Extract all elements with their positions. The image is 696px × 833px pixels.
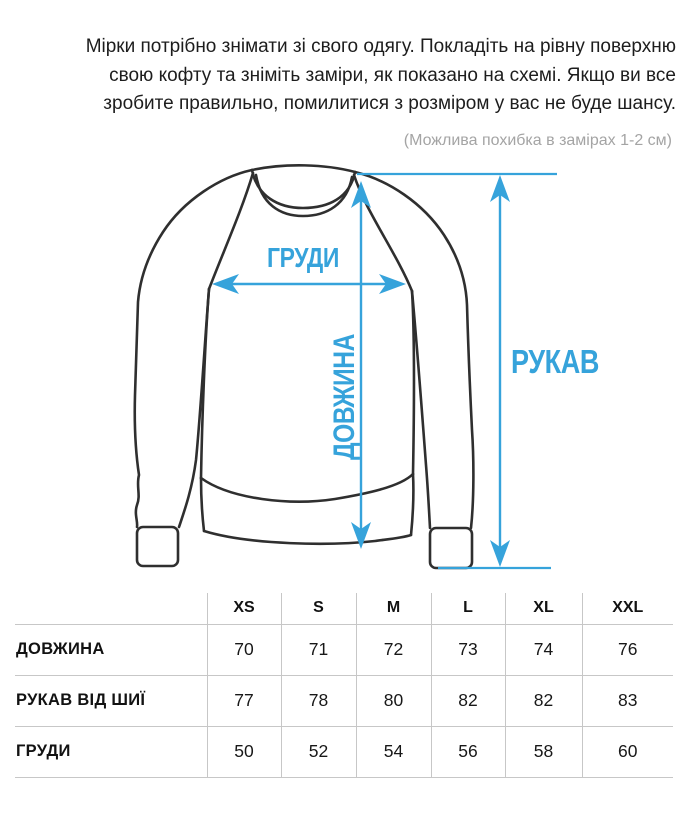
intro-line-2: свою кофту та зніміть заміри, як показано на схемі. Якщо ви все: [109, 64, 676, 86]
row-label-length: ДОВЖИНА: [15, 624, 207, 675]
length-label: ДОВЖИНА: [326, 333, 361, 460]
row-label-chest: ГРУДИ: [15, 726, 207, 777]
value-cell: 78: [281, 675, 356, 726]
intro-line-3: зробите правильно, помилитися з розміром у вас не буде шансу.: [103, 93, 676, 114]
collar-inner-arc: [256, 175, 352, 216]
table-row-chest: [15, 726, 673, 777]
sleeve-label: РУКАВ: [511, 344, 600, 381]
value-cell: 52: [281, 726, 356, 777]
hem-right-edge: [411, 474, 413, 535]
value-cell: 54: [356, 726, 431, 777]
value-cell: 56: [431, 726, 505, 777]
hem-bottom-edge: [204, 531, 411, 544]
left-sleeve-inner: [179, 289, 209, 527]
column-header-l: L: [431, 593, 505, 625]
column-header-xxl: XXL: [582, 593, 673, 625]
body-right-side: [412, 291, 414, 474]
column-header-s: S: [281, 593, 356, 625]
size-table-header-row: [15, 593, 673, 625]
value-cell: 58: [505, 726, 582, 777]
column-header-xs: XS: [207, 593, 281, 625]
sweater-diagram-svg: [0, 150, 696, 593]
left-cuff: [137, 527, 178, 566]
value-cell: 82: [431, 675, 505, 726]
size-table: [15, 593, 673, 778]
row-label-sleeve-from-neck: РУКАВ ВІД ШИЇ: [15, 675, 207, 726]
value-cell: 50: [207, 726, 281, 777]
value-cell: 74: [505, 624, 582, 675]
column-header-m: M: [356, 593, 431, 625]
hem-top-edge: [201, 474, 413, 502]
right-cuff: [430, 528, 472, 568]
measurement-annotations: [212, 174, 599, 568]
measurement-tolerance-note: (Можлива похибка в замірах 1-2 см): [403, 131, 672, 149]
value-cell: 73: [431, 624, 505, 675]
value-cell: 82: [505, 675, 582, 726]
left-raglan-seam: [209, 173, 253, 289]
hem-left-edge: [201, 478, 204, 531]
table-row-sleeve-from-neck: [15, 675, 673, 726]
chest-label: ГРУДИ: [267, 242, 339, 274]
intro-paragraph: [50, 33, 676, 119]
value-cell: 60: [582, 726, 673, 777]
intro-line-1: Мірки потрібно знімати зі свого одягу. Покладіть на рівну поверхню: [85, 36, 676, 57]
value-cell: 77: [207, 675, 281, 726]
column-header-xl: XL: [505, 593, 582, 625]
value-cell: 70: [207, 624, 281, 675]
size-table-corner-cell: [15, 593, 207, 625]
value-cell: 72: [356, 624, 431, 675]
sweater-outline: [135, 165, 474, 568]
collar-top-edge: [252, 165, 355, 172]
value-cell: 83: [582, 675, 673, 726]
table-row-length: [15, 624, 673, 675]
value-cell: 76: [582, 624, 673, 675]
value-cell: 71: [281, 624, 356, 675]
sweater-measurement-diagram: [0, 150, 696, 593]
value-cell: 80: [356, 675, 431, 726]
